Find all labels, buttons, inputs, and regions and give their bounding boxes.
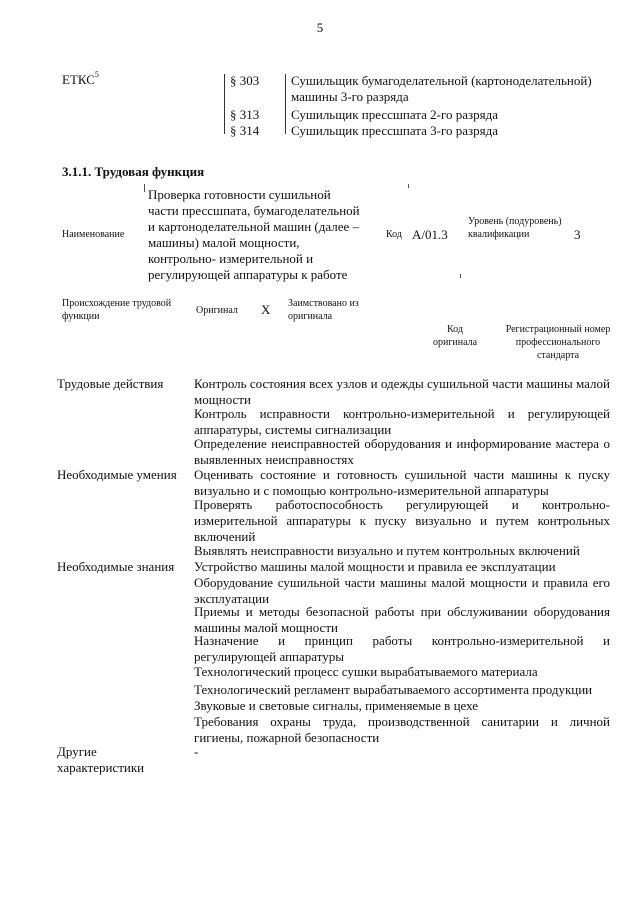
knowledge-item: Звуковые и световые сигналы, применяемые в цехе xyxy=(194,698,479,713)
knowledge-item: Оборудование сушильной части машины малой мощности и правила его эксплуатации xyxy=(194,575,610,606)
etks-code: § 314 xyxy=(230,123,260,138)
knowledge-item: Технологический регламент вырабатываемого ассортимента продукции xyxy=(194,682,593,697)
original-mark: X xyxy=(261,302,271,317)
etks-label-text: ЕТКС xyxy=(62,72,95,87)
origin-label: Происхождение трудовой функции xyxy=(62,298,172,322)
etks-divider-right xyxy=(285,74,286,134)
etks-code: § 303 xyxy=(230,73,260,88)
code-value: А/01.3 xyxy=(412,227,448,242)
code-original-label: Код оригинала xyxy=(432,324,478,348)
other-characteristics-value: - xyxy=(194,744,199,759)
registration-number-label: Регистрационный номер профессионального стандарта xyxy=(505,324,611,361)
scan-mark xyxy=(460,274,461,278)
etks-divider-left xyxy=(224,74,225,134)
original-label: Оригинал xyxy=(196,305,238,316)
function-name: Проверка готовности сушильной части прессшпата, бумагоделательной и картоноделательной машин (далее – машины) малой мощности, контрольно- измерительной и регулирующей аппаратуры к работе xyxy=(148,187,360,282)
skill-item: Проверять работоспособность регулирующей и контрольно-измерительной аппаратуры к пуску визуально и путем контрольных включений xyxy=(194,497,610,544)
labor-action-item: Контроль исправности контрольно-измерительной и регулирующей аппаратуры, системы сигнализации xyxy=(194,406,610,437)
labor-action-item: Контроль состояния всех узлов и одежды сушильной части машины малой мощности xyxy=(194,376,610,407)
name-label: Наименование xyxy=(62,229,125,240)
scan-mark xyxy=(408,184,409,188)
qualification-level-label: Уровень (подуровень) квалификации xyxy=(468,216,562,240)
required-skills-label: Необходимые умения xyxy=(57,467,177,482)
knowledge-item: Приемы и методы безопасной работы при обслуживании оборудования машины малой мощности xyxy=(194,604,610,635)
etks-code: § 313 xyxy=(230,107,260,122)
labor-actions-label: Трудовые действия xyxy=(57,376,164,391)
section-title: 3.1.1. Трудовая функция xyxy=(62,164,205,179)
scan-mark xyxy=(144,184,145,192)
etks-title: Сушильщик прессшпата 3-го разряда xyxy=(291,123,498,138)
etks-title: Сушильщик бумагоделательной (картоноделательной) машины 3-го разряда xyxy=(291,73,592,104)
knowledge-item: Требования охраны труда, производственной санитарии и личной гигиены, пожарной безопасности xyxy=(194,714,610,745)
etks-footnote: 5 xyxy=(94,70,99,79)
etks-label xyxy=(62,72,99,88)
skill-item: Выявлять неисправности визуально и путем контрольных включений xyxy=(194,543,580,558)
knowledge-item: Устройство машины малой мощности и правила ее эксплуатации xyxy=(194,559,556,574)
qualification-level-value: 3 xyxy=(574,227,581,242)
knowledge-item: Технологический процесс сушки вырабатываемого материала xyxy=(194,664,538,679)
code-label: Код xyxy=(386,229,402,240)
etks-title: Сушильщик прессшпата 2-го разряда xyxy=(291,107,498,122)
skill-item: Оценивать состояние и готовность сушильной части машины к пуску визуально и с помощью контрольно-измерительной аппаратуры xyxy=(194,467,610,498)
other-characteristics-label: Другие характеристики xyxy=(57,744,145,775)
labor-action-item: Определение неисправностей оборудования и информирование мастера о выявленных неисправностях xyxy=(194,436,610,467)
page-number: 5 xyxy=(316,20,324,35)
required-knowledge-label: Необходимые знания xyxy=(57,559,175,574)
borrowed-label: Заимствовано из оригинала xyxy=(288,298,359,322)
knowledge-item: Назначение и принцип работы контрольно-измерительной и регулирующей аппаратуры xyxy=(194,633,610,664)
